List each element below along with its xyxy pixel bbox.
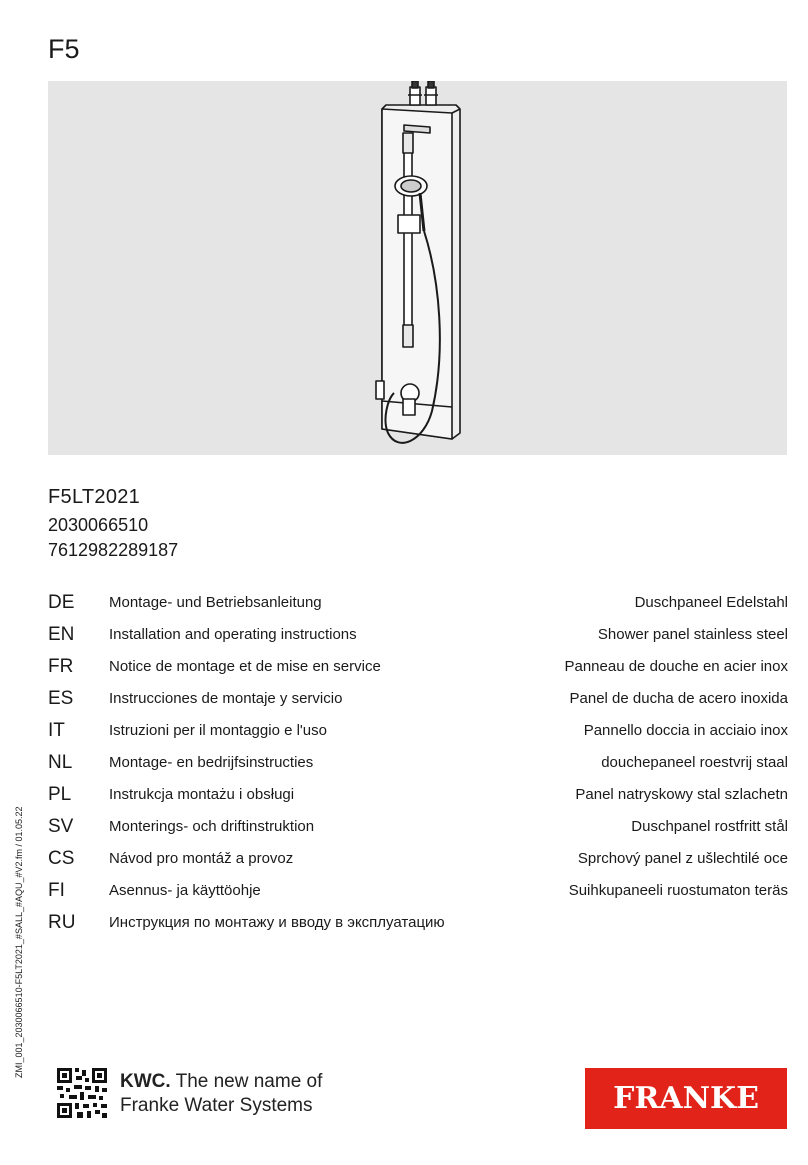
franke-logo xyxy=(585,1068,787,1129)
kwc-tagline: The new name of xyxy=(170,1071,323,1092)
ean-number: 7612982289187 xyxy=(48,540,179,560)
instruction-title: Monterings- och driftinstruktion xyxy=(109,818,315,835)
language-row xyxy=(48,878,788,910)
language-row xyxy=(48,718,788,750)
language-row xyxy=(48,750,788,782)
language-row xyxy=(48,782,788,814)
language-code: ES xyxy=(48,688,74,709)
language-code: IT xyxy=(48,720,65,741)
kwc-line-2: Franke Water Systems xyxy=(120,1095,313,1116)
product-name: Sprchový panel z ušlechtilé oce xyxy=(577,850,788,867)
language-row xyxy=(48,910,788,942)
product-name: Shower panel stainless steel xyxy=(597,626,788,643)
language-code: FR xyxy=(48,656,74,677)
qr-code-icon[interactable] xyxy=(57,1068,107,1118)
page-code: F5 xyxy=(48,34,80,64)
product-name: Pannello doccia in acciaio inox xyxy=(583,722,788,739)
instruction-title: Návod pro montáž a provoz xyxy=(109,850,294,867)
shower-panel-drawing xyxy=(48,81,787,455)
kwc-line-1 xyxy=(120,1070,322,1094)
language-row xyxy=(48,686,788,718)
kwc-brand: KWC. xyxy=(120,1071,171,1092)
language-code: CS xyxy=(48,848,75,869)
language-code: PL xyxy=(48,784,72,805)
language-row xyxy=(48,846,788,878)
language-code: DE xyxy=(48,592,75,613)
language-code: EN xyxy=(48,624,75,645)
language-row xyxy=(48,590,788,622)
language-code: RU xyxy=(48,912,76,933)
instruction-title: Instrucciones de montaje y servicio xyxy=(109,690,343,707)
language-list xyxy=(48,590,788,942)
instruction-title: Notice de montage et de mise en service xyxy=(109,658,381,675)
article-number: 2030066510 xyxy=(48,515,149,535)
language-code: NL xyxy=(48,752,73,773)
instruction-title: Инструкция по монтажу и вводу в эксплуатацию xyxy=(109,914,445,931)
instruction-title: Istruzioni per il montaggio e l'uso xyxy=(109,722,327,739)
franke-logo-text: FRANKE xyxy=(613,1081,759,1116)
product-model: F5LT2021 xyxy=(48,486,141,508)
document-reference: ZMI_001_2030066510-F5LT2021_#SALL_#AQU_#V2.fm / 01.05.22 xyxy=(14,806,24,1078)
product-name: Panel natryskowy stal szlachetn xyxy=(575,786,788,803)
language-code: SV xyxy=(48,816,74,837)
language-row xyxy=(48,814,788,846)
kwc-brand-note xyxy=(120,1070,322,1118)
instruction-title: Asennus- ja käyttöohje xyxy=(109,882,261,899)
product-name: douchepaneel roestvrij staal xyxy=(601,754,788,771)
instruction-title: Installation and operating instructions xyxy=(109,626,357,643)
instruction-title: Instrukcja montażu i obsługi xyxy=(109,786,295,803)
product-illustration xyxy=(48,81,787,455)
product-name: Panel de ducha de acero inoxida xyxy=(569,690,788,707)
product-name: Suihkupaneeli ruostumaton teräs xyxy=(568,882,788,899)
language-row xyxy=(48,622,788,654)
product-name: Duschpaneel Edelstahl xyxy=(634,594,788,611)
instruction-title: Montage- en bedrijfsinstructies xyxy=(109,754,314,771)
language-code: FI xyxy=(48,880,65,901)
product-name: Duschpanel rostfritt stål xyxy=(631,818,788,835)
instruction-title: Montage- und Betriebsanleitung xyxy=(109,594,322,611)
language-row xyxy=(48,654,788,686)
product-name: Panneau de douche en acier inox xyxy=(564,658,788,675)
